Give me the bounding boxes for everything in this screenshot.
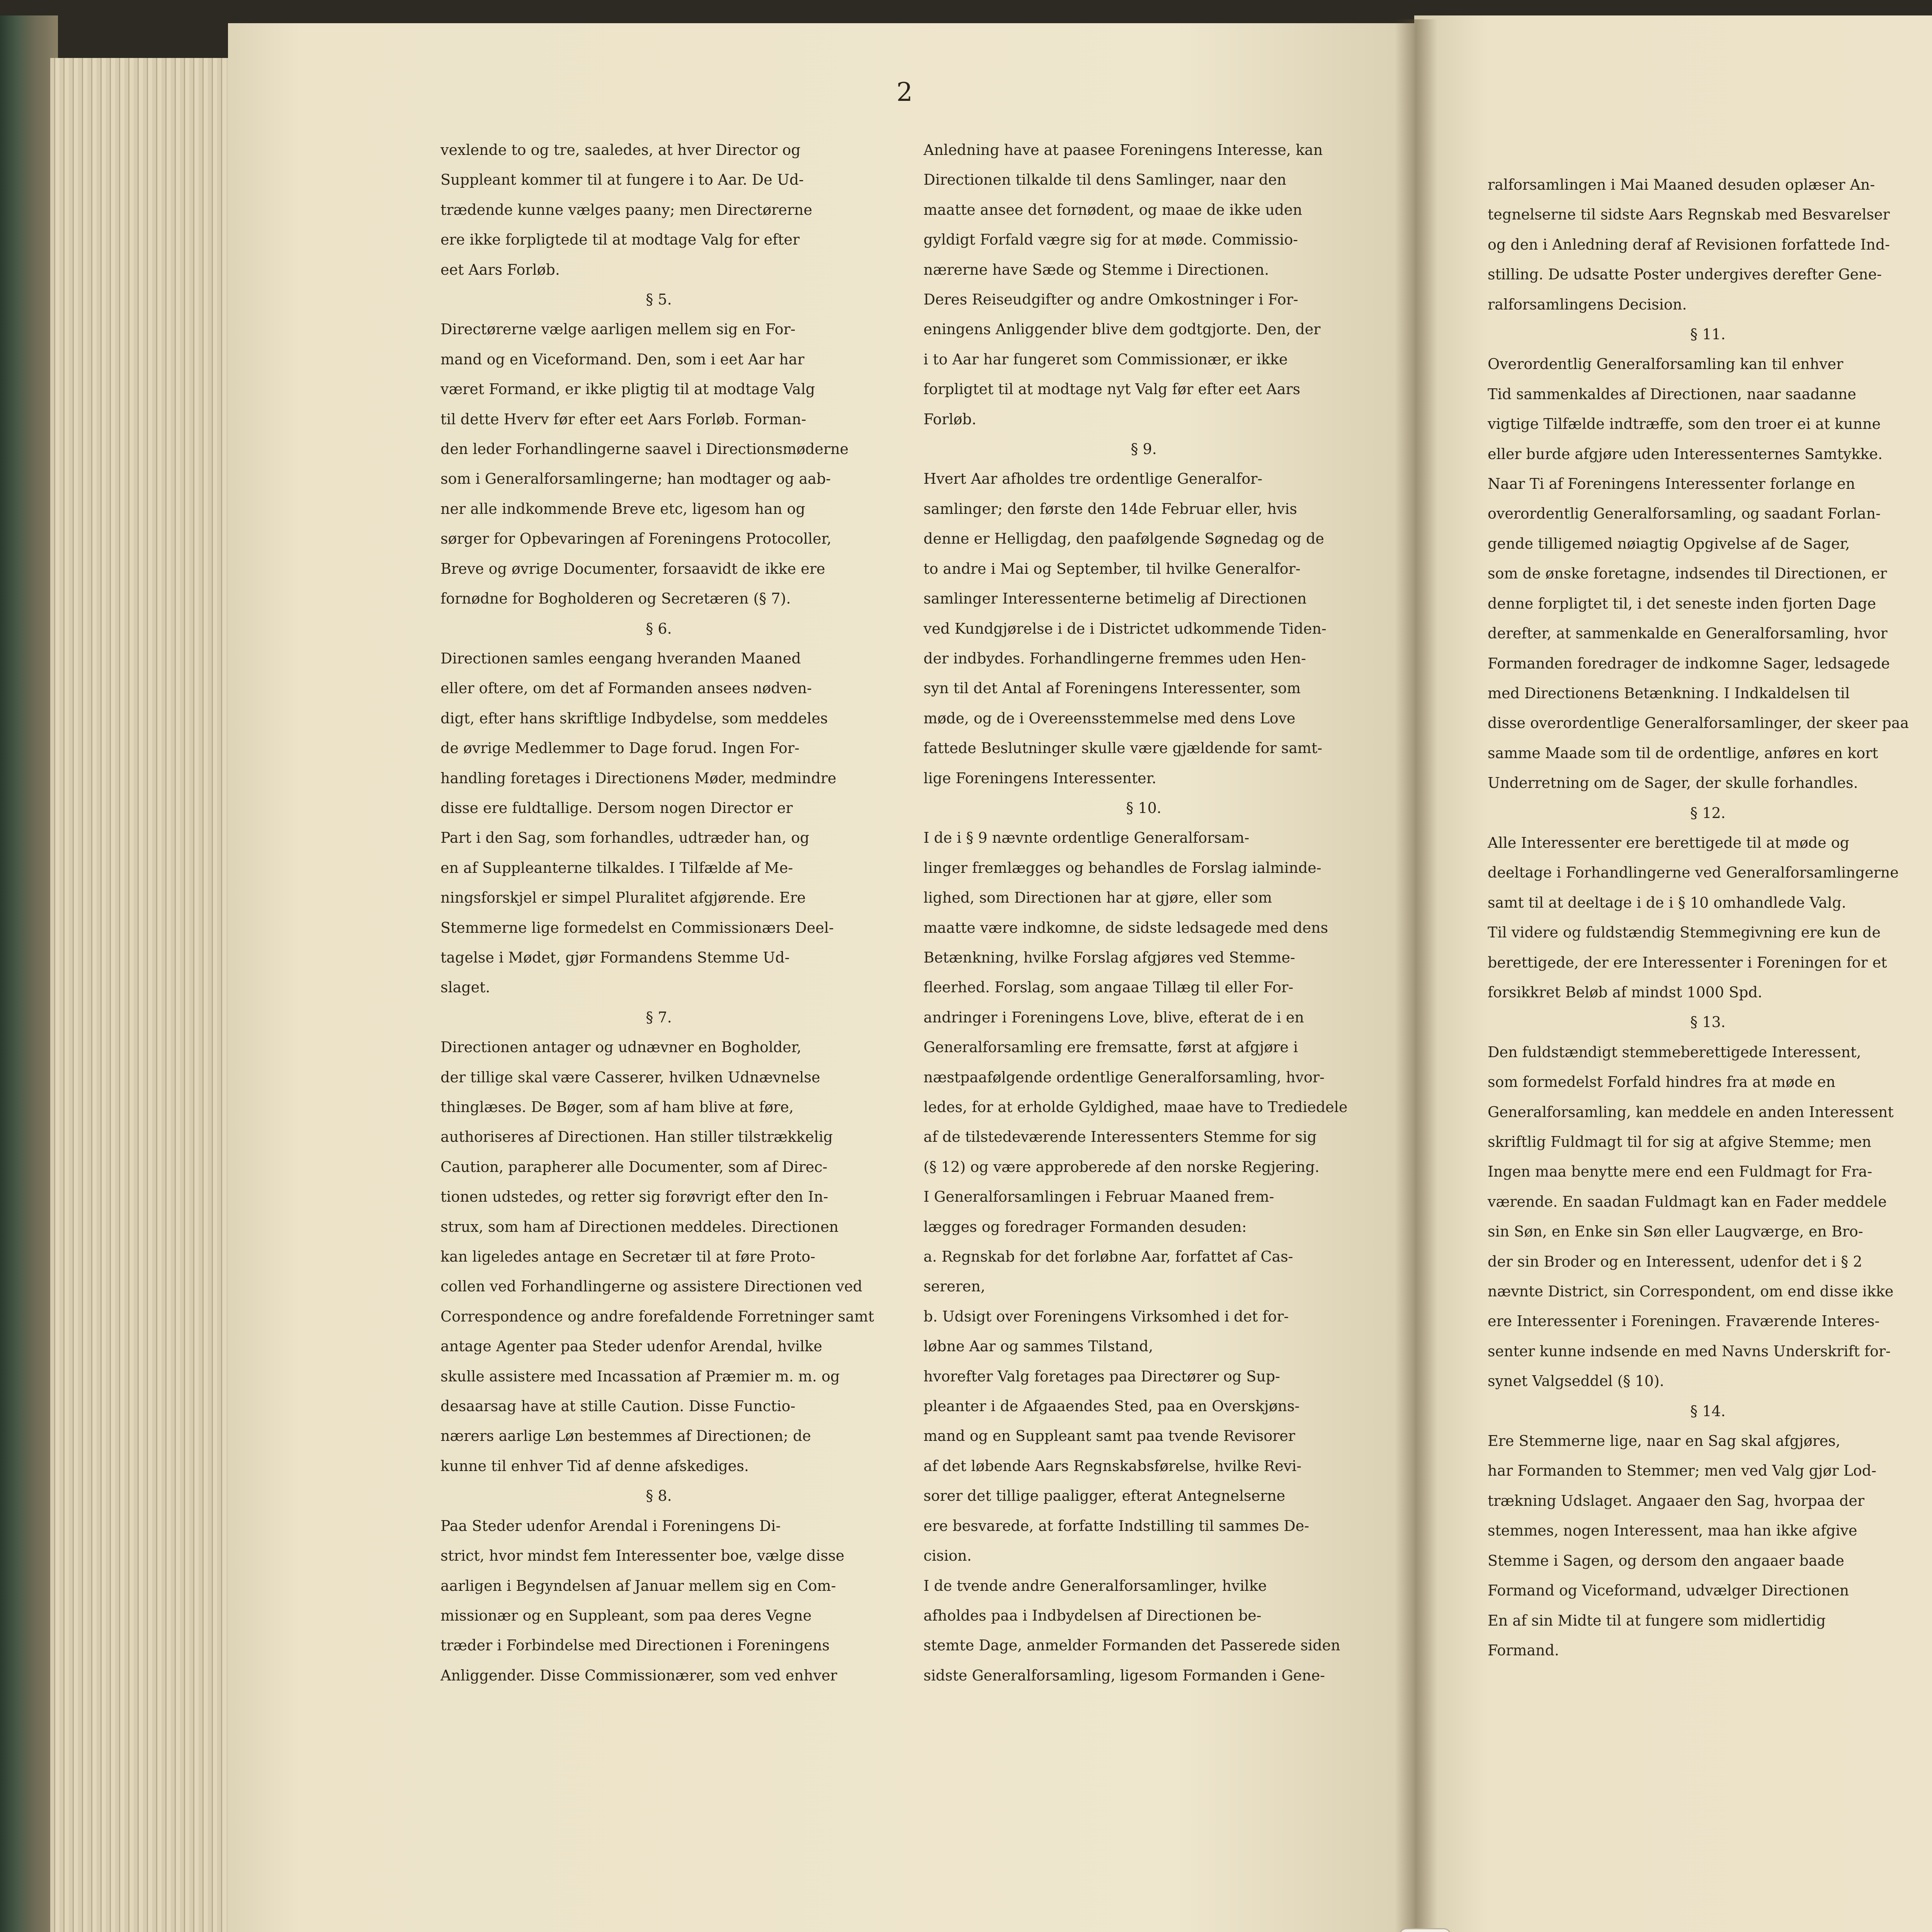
text-line: slaget.: [440, 979, 490, 996]
text-line: eet Aars Forløb.: [440, 261, 560, 278]
text-line: En af sin Midte til at fungere som midlertidig: [1488, 1612, 1826, 1629]
text-line: møde, og de i Overeensstemmelse med dens Love: [923, 709, 1296, 727]
text-line: Naar Ti af Foreningens Interessenter forlange en: [1488, 475, 1855, 493]
text-line: I Generalforsamlingen i Februar Maaned frem-: [923, 1188, 1274, 1206]
text-line: Generalforsamling ere fremsatte, først at afgjøre i: [923, 1039, 1298, 1056]
text-line: berettigede, der ere Interessenter i Foreningen for et: [1488, 954, 1887, 971]
text-line: maatte ansee det fornødent, og maae de ikke uden: [923, 201, 1303, 218]
text-line: været Formand, er ikke pligtig til at modtage Valg: [440, 381, 815, 398]
text-line: sidste Generalforsamling, ligesom Formanden i Gene-: [923, 1667, 1325, 1684]
text-line: som de ønske foretagne, indsendes til Directionen, er: [1488, 565, 1887, 582]
binding-thread: [1399, 1928, 1451, 1932]
text-line: Tid sammenkaldes af Directionen, naar saadanne: [1488, 385, 1856, 403]
text-line: mand og en Viceformand. Den, som i eet Aar har: [440, 350, 804, 368]
text-line: samme Maade som til de ordentlige, anføres en kort: [1488, 744, 1878, 762]
text-line: to andre i Mai og September, til hvilke Generalfor-: [923, 560, 1301, 577]
text-line: nævnte District, sin Correspondent, om end disse ikke: [1488, 1283, 1894, 1300]
section-heading: § 8.: [646, 1487, 672, 1505]
text-line: b. Udsigt over Foreningens Virksomhed i det for-: [923, 1308, 1289, 1325]
text-line: nærers aarlige Løn bestemmes af Directionen; de: [440, 1427, 811, 1445]
text-line: nærerne have Sæde og Stemme i Directionen.: [923, 261, 1269, 278]
text-line: løbne Aar og sammes Tilstand,: [923, 1338, 1153, 1355]
text-line: digt, efter hans skriftlige Indbydelse, som meddeles: [440, 709, 828, 727]
text-line: pleanter i de Afgaaendes Sted, paa en Overskjøns-: [923, 1398, 1300, 1415]
text-line: Anledning have at paasee Foreningens Interesse, kan: [923, 141, 1323, 158]
book-edge-left: [0, 15, 58, 1932]
text-line: ralforsamlingens Decision.: [1488, 296, 1687, 313]
text-line: I de i § 9 nævnte ordentlige Generalforsam-: [923, 829, 1250, 847]
text-line: forpligtet til at modtage nyt Valg før efter eet Aars: [923, 381, 1301, 398]
text-line: kunne til enhver Tid af denne afskediges.: [440, 1457, 749, 1475]
text-line: der indbydes. Forhandlingerne fremmes uden Hen-: [923, 650, 1306, 667]
text-line: de øvrige Medlemmer to Dage forud. Ingen For-: [440, 740, 799, 757]
text-line: skriftlig Fuldmagt til for sig at afgive Stemme; men: [1488, 1133, 1871, 1150]
text-line: træder i Forbindelse med Directionen i Foreningens: [440, 1637, 830, 1654]
page-number-left: 2: [896, 77, 913, 107]
page-stack: [50, 58, 232, 1932]
text-line: samlinger Interessenterne betimelig af Directionen: [923, 590, 1307, 607]
text-column-left-2: [923, 135, 1364, 1690]
text-line: ere besvarede, at forfatte Indstilling til sammes De-: [923, 1517, 1310, 1534]
section-heading: § 7.: [646, 1009, 672, 1026]
text-line: sereren,: [923, 1278, 985, 1295]
text-line: disse ere fuldtallige. Dersom nogen Director er: [440, 799, 793, 816]
text-line: lægges og foredrager Formanden desuden:: [923, 1218, 1247, 1235]
text-line: til dette Hverv før efter eet Aars Forløb. Forman-: [440, 410, 806, 428]
text-line: afholdes paa i Indbydelsen af Directionen be-: [923, 1607, 1262, 1624]
text-line: missionær og en Suppleant, som paa deres Vegne: [440, 1607, 812, 1624]
text-line: kan ligeledes antage en Secretær til at føre Proto-: [440, 1248, 816, 1265]
text-line: har Formanden to Stemmer; men ved Valg gjør Lod-: [1488, 1462, 1876, 1480]
text-line: ner alle indkommende Breve etc, ligesom han og: [440, 500, 805, 517]
section-heading: § 11.: [1690, 326, 1726, 343]
text-line: lighed, som Directionen har at gjøre, eller som: [923, 889, 1272, 906]
text-line: eningens Anliggender blive dem godtgjorte. Den, der: [923, 321, 1321, 338]
text-line: tionen udstedes, og retter sig forøvrigt efter den In-: [440, 1188, 828, 1206]
text-line: Formand.: [1488, 1641, 1559, 1659]
text-line: denne er Helligdag, den paafølgende Søgnedag og de: [923, 530, 1324, 548]
text-line: gende tilligemed nøiagtig Opgivelse af de Sager,: [1488, 535, 1850, 552]
left-page: [228, 23, 1414, 1932]
text-line: Betænkning, hvilke Forslag afgjøres ved Stemme-: [923, 949, 1295, 966]
text-line: trædende kunne vælges paany; men Directørerne: [440, 201, 813, 218]
text-line: Generalforsamling, kan meddele en anden Interessent: [1488, 1103, 1894, 1121]
text-line: derefter, at sammenkalde en Generalforsamling, hvor: [1488, 625, 1888, 642]
text-line: (§ 12) og være approberede af den norske Regjering.: [923, 1158, 1320, 1175]
text-line: Hvert Aar afholdes tre ordentlige Generalfor-: [923, 470, 1263, 488]
text-line: Stemme i Sagen, og dersom den angaaer baade: [1488, 1552, 1844, 1569]
text-line: i to Aar har fungeret som Commissionær, er ikke: [923, 350, 1288, 368]
text-line: ledes, for at erholde Gyldighed, maae have to Trediedele: [923, 1099, 1348, 1116]
text-line: a. Regnskab for det forløbne Aar, forfattet af Cas-: [923, 1248, 1293, 1265]
text-line: sorer det tillige paaligger, efterat Antegnelserne: [923, 1487, 1286, 1505]
text-line: Part i den Sag, som forhandles, udtræder han, og: [440, 829, 810, 847]
text-line: Den fuldstændigt stemmeberettigede Interessent,: [1488, 1043, 1861, 1061]
text-line: af det løbende Aars Regnskabsførelse, hvilke Revi-: [923, 1457, 1302, 1475]
section-heading: § 6.: [646, 620, 672, 637]
text-line: ved Kundgjørelse i de i Districtet udkommende Tiden-: [923, 620, 1327, 637]
section-heading: § 9.: [1131, 440, 1157, 458]
text-line: tagelse i Mødet, gjør Formandens Stemme Ud-: [440, 949, 790, 966]
text-line: tegnelserne til sidste Aars Regnskab med Besvarelser: [1488, 206, 1890, 223]
text-line: Overordentlig Generalforsamling kan til enhver: [1488, 355, 1844, 373]
text-line: disse overordentlige Generalforsamlinger, der skeer paa: [1488, 714, 1909, 732]
text-line: handling foretages i Directionens Møder, medmindre: [440, 769, 837, 787]
text-line: Ere Stemmerne lige, naar en Sag skal afgjøres,: [1488, 1432, 1840, 1450]
text-line: Directionen tilkalde til dens Samlinger, naar den: [923, 171, 1286, 189]
text-line: fornødne for Bogholderen og Secretæren (§ 7).: [440, 590, 791, 607]
text-line: forsikkret Beløb af mindst 1000 Spd.: [1488, 983, 1762, 1001]
text-line: ralforsamlingen i Mai Maaned desuden oplæser An-: [1488, 176, 1875, 193]
text-line: Paa Steder udenfor Arendal i Foreningens Di-: [440, 1517, 781, 1534]
text-line: denne forpligtet til, i det seneste inden fjorten Dage: [1488, 595, 1876, 612]
text-line: Forløb.: [923, 410, 976, 428]
text-line: Underretning om de Sager, der skulle forhandles.: [1488, 774, 1858, 792]
section-heading: § 5.: [646, 291, 672, 308]
section-heading: § 10.: [1126, 799, 1162, 816]
text-line: Directionen samles eengang hveranden Maaned: [440, 650, 801, 667]
text-line: mand og en Suppleant samt paa tvende Revisorer: [923, 1427, 1295, 1445]
text-line: collen ved Forhandlingerne og assistere Directionen ved: [440, 1278, 862, 1295]
text-line: synet Valgseddel (§ 10).: [1488, 1372, 1664, 1390]
text-line: Breve og øvrige Documenter, forsaavidt de ikke ere: [440, 560, 825, 577]
text-line: Correspondence og andre forefaldende Forretninger samt: [440, 1308, 874, 1325]
text-line: Directørerne vælge aarligen mellem sig en For-: [440, 321, 796, 338]
text-line: maatte være indkomne, de sidste ledsagede med dens: [923, 919, 1328, 936]
text-line: andringer i Foreningens Love, blive, efterat de i en: [923, 1009, 1304, 1026]
text-line: Deres Reiseudgifter og andre Omkostninger i For-: [923, 291, 1298, 308]
text-line: cision.: [923, 1547, 972, 1565]
text-line: som i Generalforsamlingerne; han modtager og aab-: [440, 470, 831, 488]
text-line: vigtige Tilfælde indtræffe, som den troer ei at kunne: [1488, 415, 1881, 433]
text-line: Stemmerne lige formedelst en Commissionærs Deel-: [440, 919, 834, 936]
text-line: ningsforskjel er simpel Pluralitet afgjørende. Ere: [440, 889, 806, 906]
text-line: Alle Interessenter ere berettigede til at møde og: [1488, 834, 1849, 851]
text-line: gyldigt Forfald vægre sig for at møde. Commissio-: [923, 231, 1298, 248]
text-line: sin Søn, en Enke sin Søn eller Laugværge, en Bro-: [1488, 1223, 1863, 1240]
text-line: sørger for Opbevaringen af Foreningens Protocoller,: [440, 530, 832, 548]
text-line: stilling. De udsatte Poster undergives derefter Gene-: [1488, 266, 1882, 283]
text-line: lige Foreningens Interessenter.: [923, 769, 1156, 787]
text-line: hvorefter Valg foretages paa Directører og Sup-: [923, 1367, 1280, 1385]
text-line: eller burde afgjøre uden Interessenternes Samtykke.: [1488, 445, 1883, 463]
section-heading: § 12.: [1690, 804, 1726, 821]
text-line: thinglæses. De Bøger, som af ham blive at føre,: [440, 1099, 794, 1116]
text-line: samt til at deeltage i de i § 10 omhandlede Valg.: [1488, 894, 1846, 911]
text-line: authoriseres af Directionen. Han stiller tilstrækkelig: [440, 1128, 833, 1146]
text-line: Suppleant kommer til at fungere i to Aar. De Ud-: [440, 171, 804, 189]
text-line: fleerhed. Forslag, som angaae Tillæg til eller For-: [923, 979, 1294, 996]
text-line: og den i Anledning deraf af Revisionen forfattede Ind-: [1488, 236, 1890, 253]
text-line: deeltage i Forhandlingerne ved Generalforsamlingerne: [1488, 864, 1899, 881]
text-line: ere ikke forpligtede til at modtage Valg for efter: [440, 231, 800, 248]
text-line: værende. En saadan Fuldmagt kan en Fader meddele: [1488, 1193, 1887, 1210]
text-line: overordentlig Generalforsamling, og saadant Forlan-: [1488, 505, 1881, 522]
text-line: eller oftere, om det af Formanden ansees nødven-: [440, 680, 812, 697]
text-line: strict, hvor mindst fem Interessenter boe, vælge disse: [440, 1547, 845, 1565]
book-gutter: [1395, 19, 1437, 1932]
text-line: som formedelst Forfald hindres fra at møde en: [1488, 1073, 1835, 1091]
text-line: af de tilstedeværende Interessenters Stemme for sig: [923, 1128, 1317, 1146]
text-line: stemte Dage, anmelder Formanden det Passerede siden: [923, 1637, 1340, 1654]
text-line: antage Agenter paa Steder udenfor Arendal, hvilke: [440, 1338, 822, 1355]
text-line: næstpaafølgende ordentlige Generalforsamling, hvor-: [923, 1068, 1325, 1086]
text-line: Directionen antager og udnævner en Bogholder,: [440, 1039, 801, 1056]
text-line: Caution, parapherer alle Documenter, som af Direc-: [440, 1158, 828, 1175]
text-line: fattede Beslutninger skulle være gjældende for samt-: [923, 740, 1323, 757]
right-page: [1414, 15, 1932, 1932]
text-line: skulle assistere med Incassation af Præmier m. m. og: [440, 1367, 840, 1385]
text-line: med Directionens Betænkning. I Indkaldelsen til: [1488, 684, 1850, 702]
text-line: senter kunne indsende en med Navns Underskrift for-: [1488, 1342, 1891, 1360]
text-line: Anliggender. Disse Commissionærer, som ved enhver: [440, 1667, 837, 1684]
text-line: desaarsag have at stille Caution. Disse Functio-: [440, 1398, 796, 1415]
text-line: vexlende to og tre, saaledes, at hver Director og: [440, 141, 801, 158]
text-line: ere Interessenter i Foreningen. Fraværende Interes-: [1488, 1313, 1880, 1330]
text-line: strux, som ham af Directionen meddeles. Directionen: [440, 1218, 839, 1235]
text-line: den leder Forhandlingerne saavel i Directionsmøderne: [440, 440, 849, 458]
text-line: Formanden foredrager de indkomne Sager, ledsagede: [1488, 655, 1890, 672]
text-column-right-1: [1488, 170, 1928, 1665]
text-line: aarligen i Begyndelsen af Januar mellem sig en Com-: [440, 1577, 836, 1594]
text-column-left-1: [440, 135, 877, 1690]
text-line: der sin Broder og en Interessent, udenfor det i § 2: [1488, 1253, 1862, 1270]
section-heading: § 14.: [1690, 1402, 1726, 1420]
text-line: Til videre og fuldstændig Stemmegivning ere kun de: [1488, 924, 1881, 941]
text-line: Ingen maa benytte mere end een Fuldmagt for Fra-: [1488, 1163, 1872, 1180]
text-line: trækning Udslaget. Angaaer den Sag, hvorpaa der: [1488, 1492, 1865, 1509]
text-line: I de tvende andre Generalforsamlinger, hvilke: [923, 1577, 1267, 1594]
text-line: stemmes, nogen Interessent, maa han ikke afgive: [1488, 1522, 1857, 1539]
text-line: samlinger; den første den 14de Februar eller, hvis: [923, 500, 1297, 517]
text-line: syn til det Antal af Foreningens Interessenter, som: [923, 680, 1301, 697]
text-line: der tillige skal være Casserer, hvilken Udnævnelse: [440, 1068, 820, 1086]
text-line: en af Suppleanterne tilkaldes. I Tilfælde af Me-: [440, 859, 793, 876]
section-heading: § 13.: [1690, 1014, 1726, 1031]
text-line: linger fremlægges og behandles de Forslag ialminde-: [923, 859, 1321, 876]
text-line: Formand og Viceformand, udvælger Directionen: [1488, 1582, 1849, 1599]
